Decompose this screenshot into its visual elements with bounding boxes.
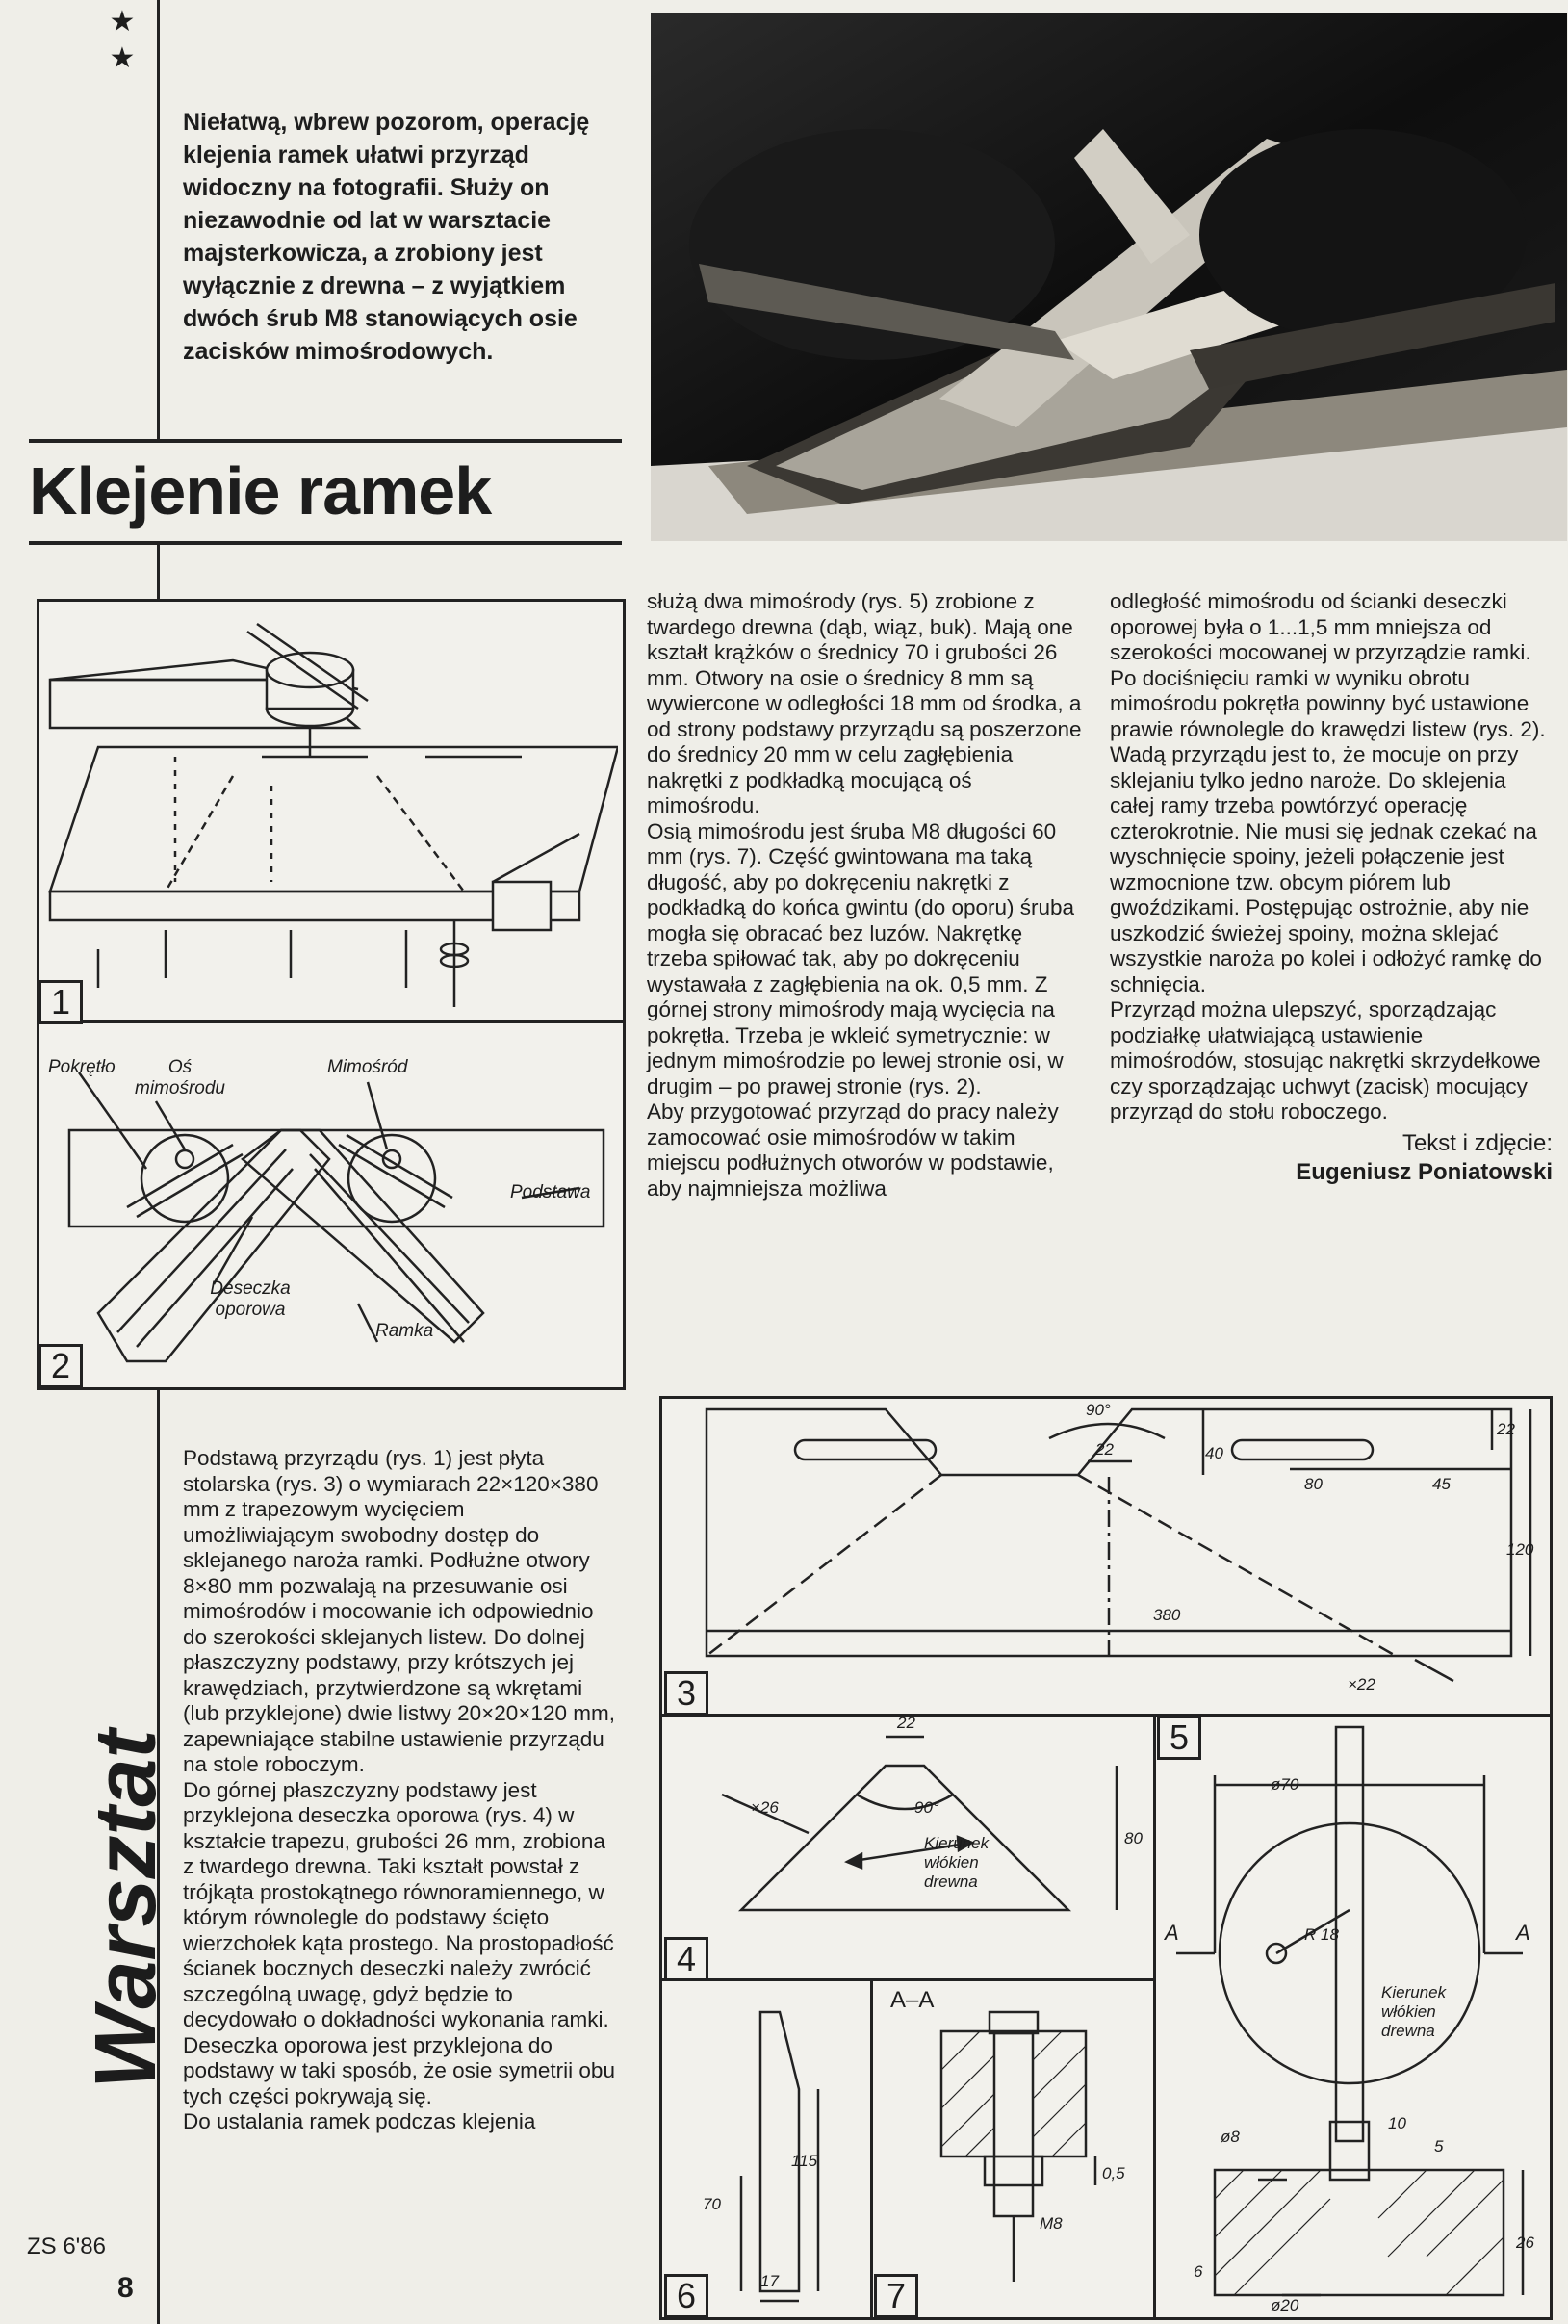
fig2-label-os: Oś mimośrodu <box>135 1057 225 1098</box>
figure-1-exploded-view <box>40 603 618 1019</box>
left-vertical-rule <box>157 0 160 443</box>
fig5-dim-phi8: ø8 <box>1221 2128 1240 2146</box>
article-column-right <box>1110 589 1553 1187</box>
page-title: Klejenie ramek <box>29 453 492 529</box>
figure-6-number: 6 <box>664 2274 708 2318</box>
drawings-divider-3 <box>662 1978 1156 1981</box>
credit <box>1110 1129 1553 1187</box>
section-label: Warsztat <box>78 1729 174 2089</box>
article-column-left <box>183 1446 621 2135</box>
fig2-label-deseczka: Deseczka oporowa <box>210 1278 291 1320</box>
page-number: 8 <box>117 2272 134 2304</box>
fig7-section-label: A–A <box>890 1987 935 2013</box>
figure-6-handle <box>664 1983 868 2314</box>
fig4-dim-angle: 90° <box>914 1798 939 1817</box>
fig3-dim-angle: 90° <box>1086 1401 1111 1419</box>
figure-4-stop-block <box>664 1717 1153 1977</box>
fig3-dim-x22: ×22 <box>1348 1675 1375 1693</box>
fig3-dim-380: 380 <box>1153 1606 1181 1624</box>
header-rule-bottom <box>29 541 622 545</box>
fig5-dim-5: 5 <box>1434 2137 1444 2156</box>
paragraph: Wadą przyrządu jest to, że mocuje on przy sklejaniu tylko jedno naroże. Do sklejenia całej ramy trzeba powtórzyć operację czterokrotnie. Nie musi się jednak czekać na wyschnięcie spoiny, jeżeli połączenie jest wzmocnione tzw. obcym piórem lub gwoździkami. Postępując ostrożnie, aby nie uszkodzić świeżej spoiny, można sklejać wszystkie naroża po kolei i odłożyć ramkę do schnięcia. <box>1110 742 1542 996</box>
fig7-dim-m8: M8 <box>1040 2214 1063 2233</box>
figure-4-number: 4 <box>664 1937 708 1981</box>
fig3-dim-40: 40 <box>1205 1444 1223 1462</box>
fig4-dim-80: 80 <box>1124 1829 1143 1847</box>
article-column-middle <box>647 589 1085 1201</box>
fig7-dim-05: 0,5 <box>1102 2164 1125 2182</box>
paragraph: Do ustalania ramek podczas klejenia <box>183 2109 536 2133</box>
figure-7-number: 7 <box>874 2274 918 2318</box>
fig5-dim-10: 10 <box>1388 2114 1406 2132</box>
fig5-dim-phi70: ø70 <box>1271 1775 1299 1794</box>
fig2-label-mimosrod: Mimośród <box>327 1057 408 1077</box>
fig5-section-a-right: A <box>1516 1921 1530 1945</box>
fig4-dim-22: 22 <box>897 1714 915 1732</box>
paragraph: Przyrząd można ulepszyć, sporządzając podziałkę ułatwiającą ustawienie mimośrodów, stosując nakrętki skrzydełkowe czy sporządzając uchwyt (zacisk) mocujący przyrząd do stołu roboczego. <box>1110 997 1541 1123</box>
paragraph: Podstawą przyrządu (rys. 1) jest płyta stolarska (rys. 3) o wymiarach 22×120×380 mm z trapezowym wycięciem umożliwiającym swobodny dostęp do sklejanego naroża ramki. Podłużne otwory 8×80 mm pozwalają na przesuwanie osi mimośrodów i mocowanie ich odpowiednio do szerokości sklejanych listew. Do dolnej płaszczyzny podstawy, przy krótszych jej krawędziach, przytwierdzone są wkrętami (lub przyklejone) dwie listwy 20×20×120 mm, zapewniające stabilne ustawienie przyrządu na stole roboczym. <box>183 1446 615 1776</box>
photo-frame-clamp <box>651 13 1567 541</box>
figure-1-number: 1 <box>39 980 83 1024</box>
fig5-dim-6: 6 <box>1194 2262 1203 2281</box>
credit-label: Tekst i zdjęcie: <box>1401 1129 1553 1156</box>
fig5-dim-26: 26 <box>1516 2234 1534 2252</box>
fig3-dim-22: 22 <box>1095 1440 1114 1459</box>
fig5-dim-r18: R 18 <box>1304 1925 1339 1944</box>
drawings-divider-2 <box>1153 1714 1156 2317</box>
figure-2-number: 2 <box>39 1344 83 1388</box>
drawings-divider-1 <box>662 1714 1550 1717</box>
fig5-grain-label: Kierunek włókien drewna <box>1381 1983 1447 2040</box>
fig2-label-ramka: Ramka <box>375 1321 434 1341</box>
fig2-label-pokretlo: Pokrętło <box>48 1057 116 1077</box>
intro-lead: Niełatwą, wbrew pozorom, operację klejenia ramek ułatwi przyrząd widoczny na fotografii. Służy on niezawodnie od lat w warsztacie majsterkowicza, a zrobiony jest wyłącznie z drewna – z wyjątkiem dwóch śrub M8 stanowiących osie zacisków mimośrodowych. <box>183 109 590 365</box>
paragraph: odległość mimośrodu od ścianki deseczki oporowej była o 1...1,5 mm mniejsza od szerokości mocowanej w przyrządzie ramki. Po dociśnięciu ramki w wyniku obrotu mimośrodu pokrętła powinny być ustawione prawie równolegle do krawędzi listew (rys. 2). <box>1110 589 1546 741</box>
fig3-dim-80: 80 <box>1304 1475 1323 1493</box>
left-vertical-rule-2 <box>157 544 160 602</box>
figure-5-eccentric <box>1157 1717 1546 2314</box>
fig3-dim-120: 120 <box>1506 1540 1534 1559</box>
figure-1-2-divider <box>37 1020 626 1023</box>
credit-author: Eugeniusz Poniatowski <box>1296 1158 1553 1185</box>
fig5-section-a-left: A <box>1165 1921 1179 1945</box>
figure-7-axle-section <box>874 1983 1151 2314</box>
paragraph: Osią mimośrodu jest śruba M8 długości 60 mm (rys. 7). Część gwintowana ma taką długość, aby po dokręceniu nakrętki z podkładką do końca gwintu (do oporu) śruba mogła się obracać bez luzów. Nakrętkę trzeba spiłować tak, aby po dokręceniu wystawała z zagłębienia na ok. 0,5 mm. Z górnej strony mimośrody mają wycięcia na pokrętła. Trzeba je wkleić symetrycznie: w jednym mimośrodzie po lewej stronie osi, w drugim – po prawej stronie (rys. 2). <box>647 818 1075 1098</box>
fig5-dim-phi20: ø20 <box>1271 2296 1299 2314</box>
fig6-dim-70: 70 <box>703 2195 721 2213</box>
fig2-label-podstawa: Podstawa <box>510 1182 591 1202</box>
fig6-dim-115: 115 <box>791 2152 818 2170</box>
issue-number: ZS 6'86 <box>27 2234 106 2259</box>
paragraph: służą dwa mimośrody (rys. 5) zrobione z twardego drewna (dąb, wiąz, buk). Mają one kształt krążków o średnicy 70 i grubości 26 mm. Otwory na osie o średnicy 8 mm są wywiercone w odległości 18 mm od środka, a od strony podstawy przyrządu są poszerzone do średnicy 20 mm w celu zagłębienia nakrętki z podkładką mocującą oś mimośrodu. <box>647 589 1082 817</box>
fig4-grain-label: Kierunek włókien drewna <box>924 1834 990 1891</box>
star-marks: ★ ★ <box>109 6 136 74</box>
paragraph: Aby przygotować przyrząd do pracy należy zamocować osie mimośrodów w takim miejscu podłużnych otworów w podstawie, aby najmniejsza możliwa <box>647 1099 1059 1201</box>
fig4-dim-x26: ×26 <box>751 1798 779 1817</box>
figure-5-number: 5 <box>1157 1716 1201 1760</box>
drawings-divider-4 <box>870 1978 873 2317</box>
fig3-dim-22b: 22 <box>1497 1420 1515 1438</box>
fig3-dim-45: 45 <box>1432 1475 1451 1493</box>
header-rule-top <box>29 439 622 443</box>
figure-3-number: 3 <box>664 1671 708 1716</box>
fig6-dim-17: 17 <box>760 2272 779 2290</box>
paragraph: Do górnej płaszczyzny podstawy jest przyklejona deseczka oporowa (rys. 4) w kształcie trapezu, grubości 26 mm, zrobiona z twardego drewna. Taki kształt powstał z trójkąta prostokątnego równoramiennego, w którym równolegle do podstawy ścięto wierzchołek kąta prostego. Na prostopadłość ścianek bocznych deseczki należy zwrócić szczególną uwagę, gdyż będzie to decydowało o dokładności wykonania ramki. Deseczka oporowa jest przyklejona do podstawy w taki sposób, że osie symetrii obu tych części pokrywają się. <box>183 1777 615 2108</box>
